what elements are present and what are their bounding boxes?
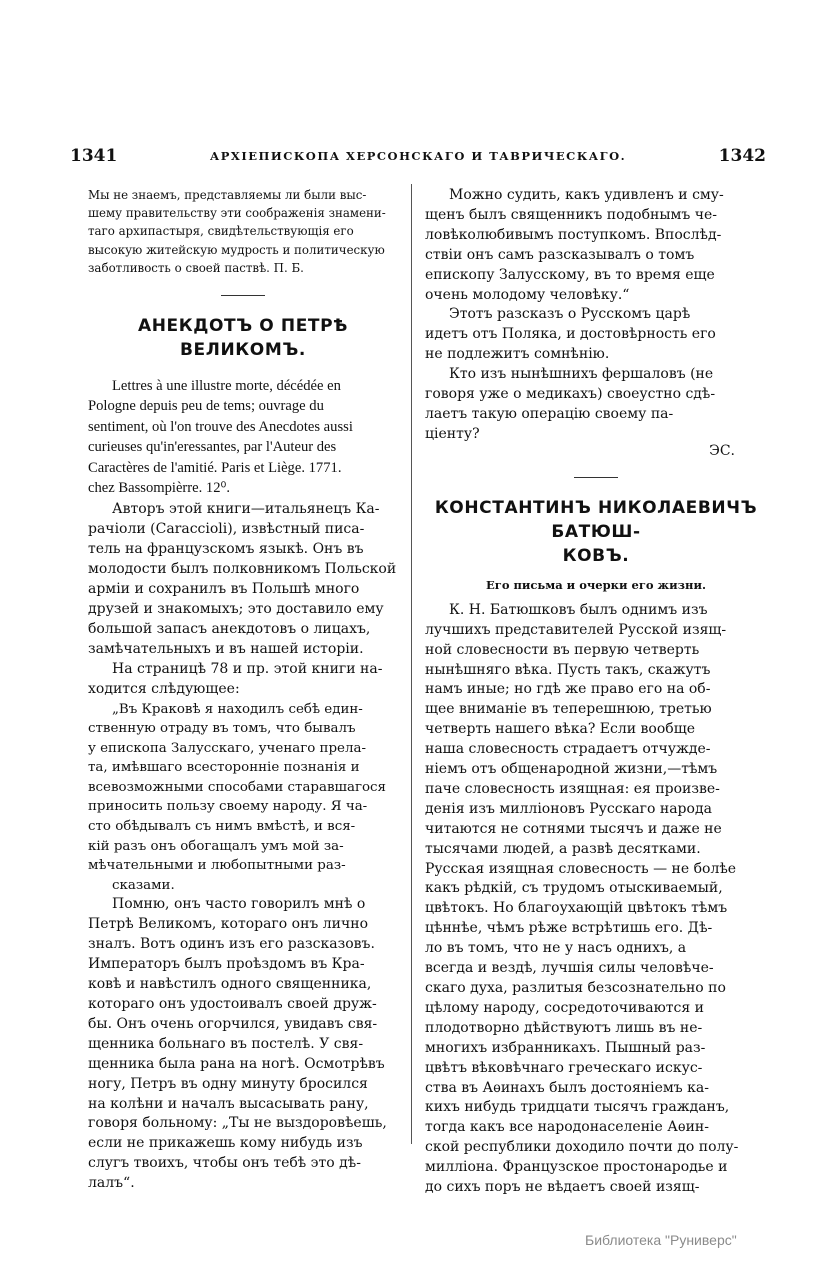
- running-title: АРХІЕПИСКОПА ХЕРСОНСКАГО И ТАВРИЧЕСКАГО.: [209, 149, 627, 163]
- right-column: [425, 186, 767, 1198]
- section-subtitle: Его письма и очерки его жизни.: [486, 577, 706, 592]
- intro-paragraph: Мы не знаемъ, представляемы ли были выс- шему правительству эти соображенія знамени- таго архипастыря, свидѣтельствующія его высокую житейскую мудрость и политическую заботливость о своей паствѣ. П. Б.: [88, 188, 386, 275]
- section-title-batyushkov: КОНСТАНТИНЪ НИКОЛАЕВИЧЪ БАТЮШ- КОВЪ.: [434, 497, 758, 566]
- left-column: [88, 186, 398, 1194]
- paragraph-amazed: Можно судить, какъ удивленъ и сму- щенъ былъ священникъ подобнымъ че- ловѣколюбивымъ поступкомъ. Впослѣд- ствіи онъ самъ разсказывалъ о томъ епископу Залусскому, въ то время еще очень молодому человѣку.“: [425, 187, 724, 303]
- page-header: [70, 146, 766, 170]
- column-divider: [411, 184, 412, 1144]
- paragraph-reliability: Этотъ разсказъ о Русскомъ царѣ идетъ отъ Поляка, и достовѣрность его не подлежитъ сомнѣнію.: [425, 306, 716, 363]
- paragraph-batyushkov: К. Н. Батюшковъ былъ однимъ изъ лучшихъ представителей Русской изящ- ной словесности въ первую четверть нынѣшняго вѣка. Пусть такъ, скажутъ намъ иные; но гдѣ же право его на об- щее вниманіе въ теперешнюю, третью четверть нашего вѣка? Если вообще наша словесность страдаетъ отчужде- ніемъ отъ общенародной жизни,—тѣмъ паче словесность изящная: ея произве- денія изъ милліоновъ Русскаго народа читаются не сотнями тысячъ и даже не тысячами людей, а развѣ десятками. Русская изящная словесность — не болѣе какъ рѣдкій, съ трудомъ отыскиваемый, цвѣтокъ. Но благоухающій цвѣтокъ тѣмъ цѣннѣе, чѣмъ рѣже встрѣтишь его. Дѣ- ло въ томъ, что не у насъ однихъ, а всегда и вездѣ, лучшія силы человѣче- скаго духа, разлитыя безсознательно по цѣлому народу, сосредоточиваются и плодотворно дѣйствуютъ лишь въ не- многихъ избранникахъ. Пышный раз- цвѣтъ вѣковѣчнаго греческаго искус- ства въ Аѳинахъ былъ достояніемъ ка- кихъ нибудь тридцати тысячъ гражданъ, тогда какъ все народонаселеніе Аѳин- ской республики доходило почти до полу- милліона. Французское простонародье и до сихъ поръ не вѣдаетъ своей изящ-: [425, 601, 739, 1196]
- paragraph-author: Авторъ этой книги—итальянецъ Ка- рачіоли (Caraccioli), извѣстный писа- тель на французскомъ языкѣ. Онъ въ молодости былъ полковникомъ Польской арміи и сохранилъ въ Польшѣ много друзей и знакомыхъ; это доставило ему большой запасъ анекдотовъ о лицахъ, замѣчательныхъ и въ нашей исторіи.: [88, 501, 397, 657]
- library-watermark: Библиотека "Руниверс": [585, 1232, 737, 1248]
- signature-text: ЭС.: [709, 442, 735, 459]
- page-number-left: 1341: [70, 146, 118, 166]
- paragraph-story: Помню, онъ часто говорилъ мнѣ о Петрѣ Великомъ, котораго онъ лично зналъ. Вотъ одинъ изъ его разсказовъ. Императоръ былъ проѣздомъ въ Кра- ковѣ и навѣстилъ одного священника, котораго онъ удостоивалъ своей друж- бы. Онъ очень огорчился, увидавъ свя- щенника больнаго въ постелѣ. У свя- щенника была рана на ногѣ. Осмотрѣвъ ногу, Петръ въ одну минуту бросился на колѣни и началъ высасывать рану, говоря больному: „Ты не выздоровѣешь, если не прикажешь кому нибудь изъ слугъ твоихъ, чтобы онъ тебѣ это дѣ- лалъ“.: [88, 896, 387, 1192]
- french-citation: Lettres à une illustre morte, décédée en Pologne depuis peu de tems; ouvrage du sentiment, où l'on trouve des Anecdotes aussi curieuses qu'in'eressantes, par l'Auteur des Caractères de l'amitié. Paris et Liège. 1771. chez Bassompièrre. 12⁰.: [88, 378, 353, 497]
- paragraph-question: Кто изъ нынѣшнихъ фершаловъ (не говоря уже о медикахъ) своеустно сдѣ- лаетъ такую операцію своему па- ціенту?: [425, 366, 716, 442]
- page-number-right: 1342: [718, 146, 766, 166]
- section-title: АНЕКДОТЪ О ПЕТРѢ ВЕЛИКОМЪ.: [137, 316, 349, 361]
- signature: [425, 443, 767, 463]
- separator-rule-right: [574, 477, 618, 478]
- paragraph-page-ref: На страницѣ 78 и пр. этой книги на- ходится слѣдующее:: [88, 660, 383, 697]
- separator-rule: [221, 295, 265, 296]
- quote-paragraph: „Въ Краковѣ я находилъ себѣ един- ственную отраду въ томъ, что бывалъ у епископа Залусскаго, ученаго прела- та, имѣвшаго всесторонніе познанія и всевозможными способами старавшагося приносить пользу своему народу. Я ча- сто обѣдывалъ съ нимъ вмѣстѣ, и вся- кій разъ онъ обогащалъ умъ мой за- мѣчательными и любопытными раз- сказами.: [88, 701, 386, 893]
